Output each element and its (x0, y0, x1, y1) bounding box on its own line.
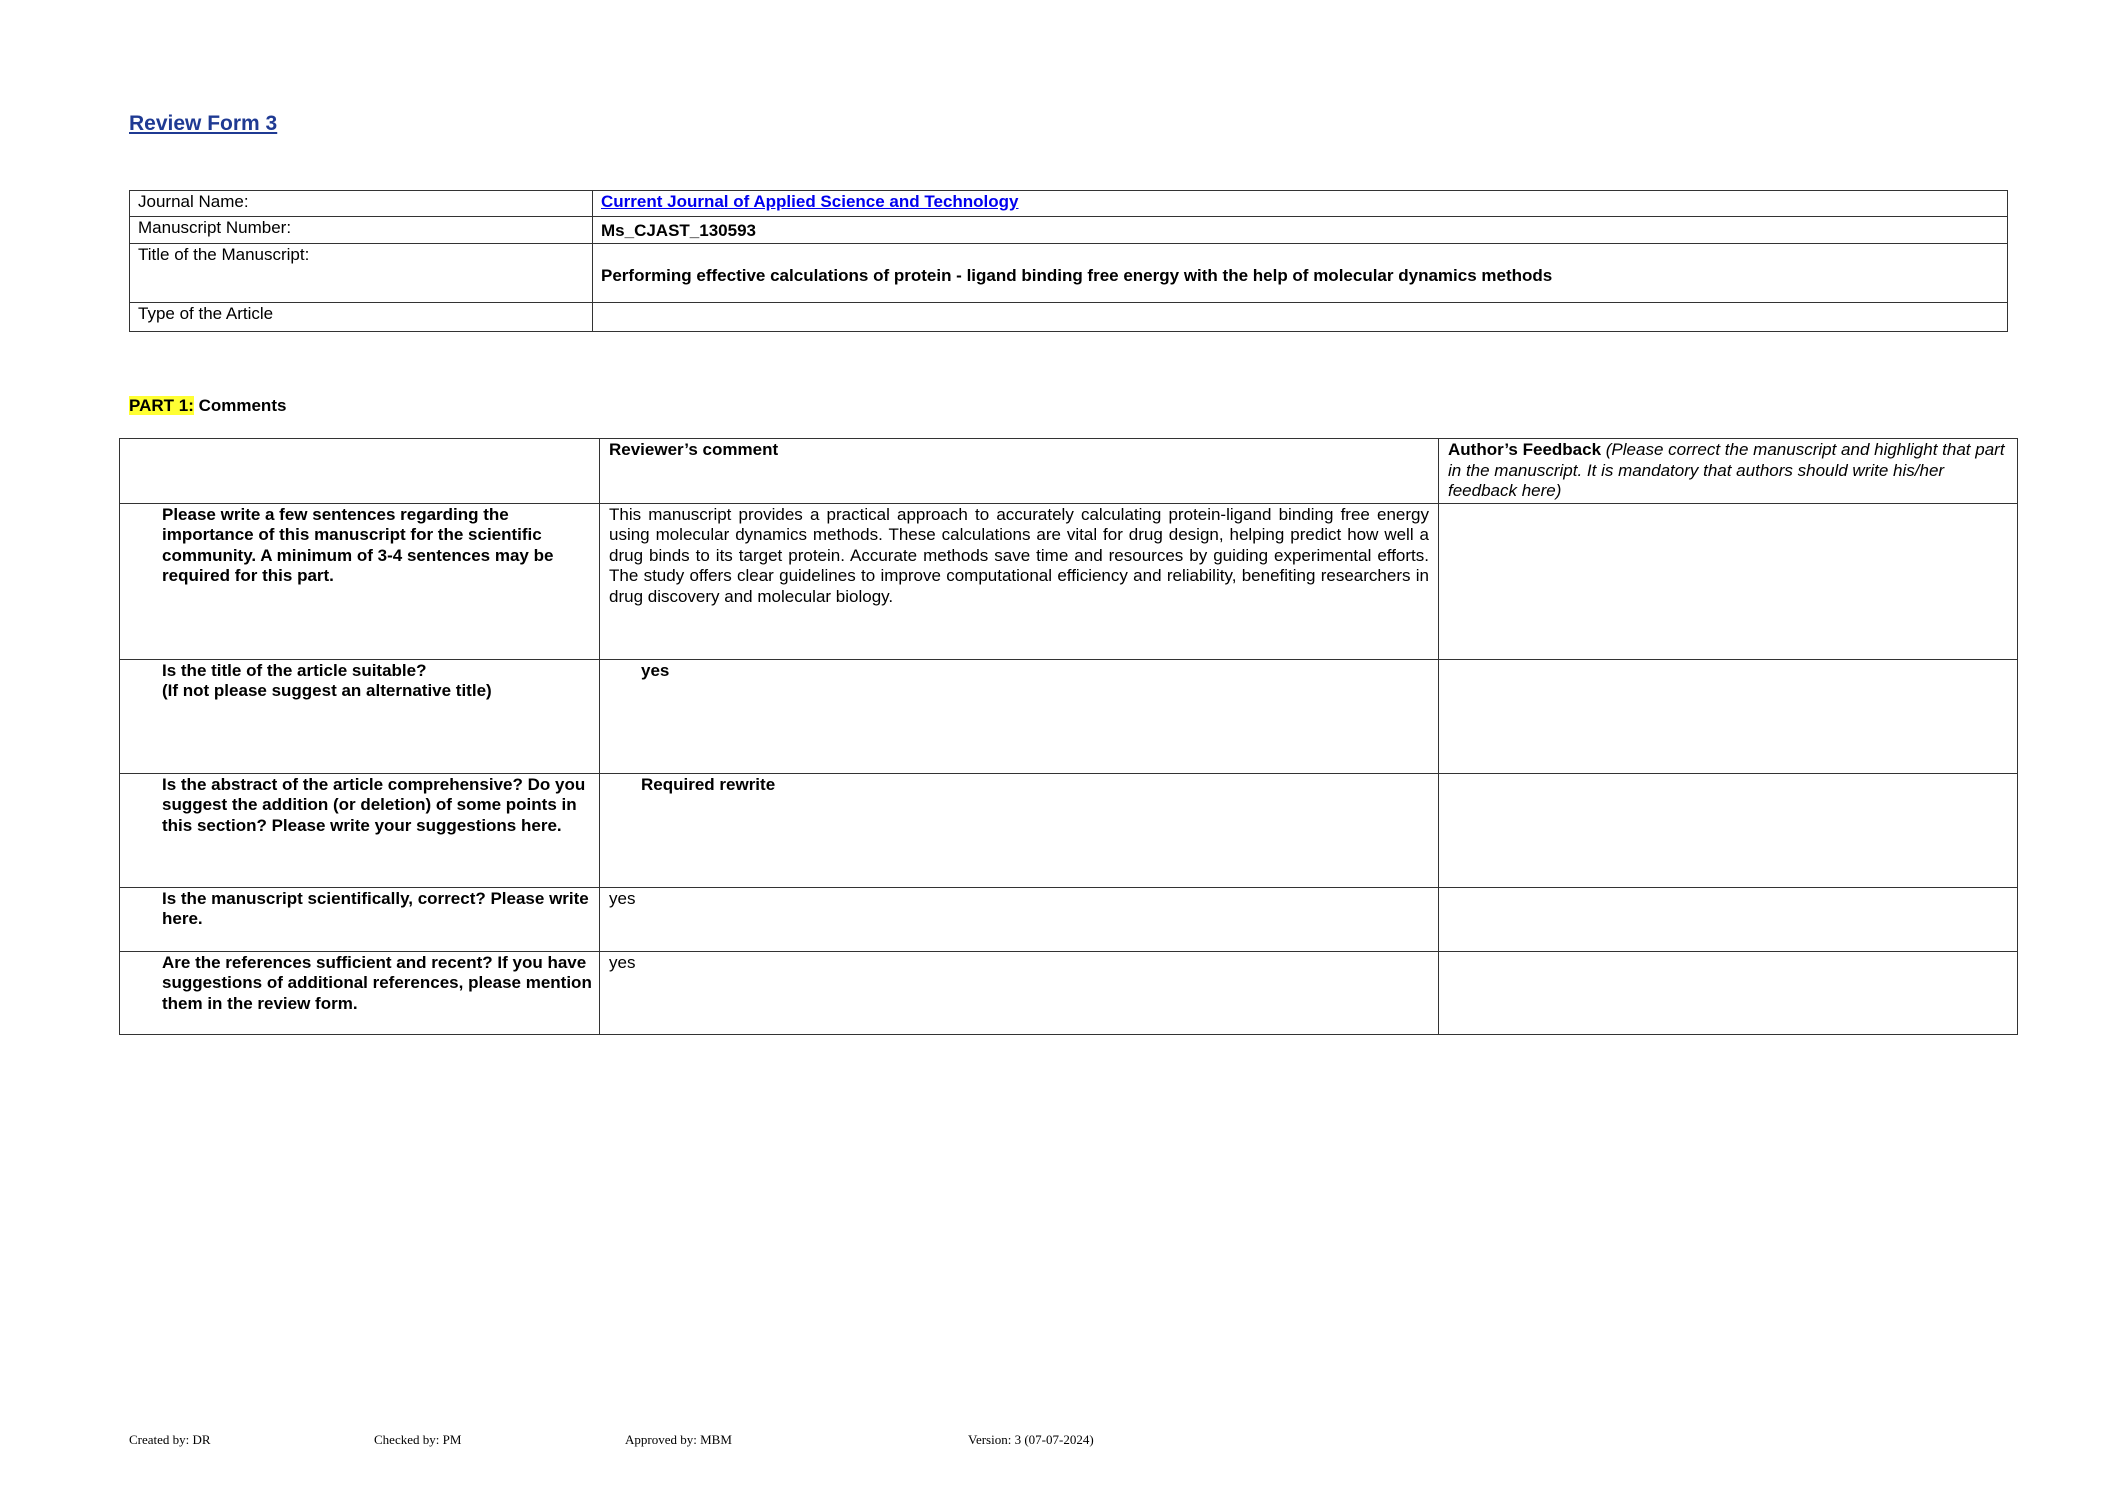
comments-table (119, 438, 2018, 1035)
reviewer-comment-references[interactable]: yes (600, 951, 1439, 1034)
author-feedback-title[interactable] (1439, 659, 2018, 773)
footer-checked-by: Checked by: PM (374, 1432, 462, 1447)
question-title (120, 659, 600, 773)
manuscript-title-label: Title of the Manuscript: (130, 244, 593, 303)
journal-name-label: Journal Name: (130, 191, 593, 217)
question-title-line1: Is the title of the article suitable? (162, 660, 427, 680)
manuscript-number-row (130, 217, 2008, 244)
reviewer-comment-abstract[interactable]: Required rewrite (600, 773, 1439, 887)
reviewer-comment-importance[interactable]: This manuscript provides a practical approach to accurately calculating protein-ligand binding free energy using molecular dynamics methods. These calculations are vital for drug design, helping predict how well a drug binds to its target protein. Accurate methods save time and resources by guiding experimental efforts. The study offers clear guidelines to improve computational efficiency and reliability, benefiting researchers in drug discovery and molecular biology. (600, 503, 1439, 659)
reviewer-comment-title[interactable]: yes (600, 659, 1439, 773)
footer-created-by: Created by: DR (129, 1432, 211, 1447)
form-title[interactable]: Review Form 3 (129, 112, 278, 135)
comment-row-abstract (120, 773, 2018, 887)
reviewer-comment-scientific[interactable]: yes (600, 887, 1439, 951)
question-importance: Please write a few sentences regarding the importance of this manuscript for the scientific community. A minimum of 3-4 sentences may be required for this part. (120, 503, 600, 659)
part1-heading (129, 396, 286, 416)
article-type-value (593, 303, 2008, 332)
reviewer-comment-header: Reviewer’s comment (600, 439, 1439, 504)
question-title-line2: (If not please suggest an alternative title) (162, 681, 492, 700)
comments-header-row (120, 439, 2018, 504)
journal-name-link[interactable]: Current Journal of Applied Science and Technology (601, 192, 1019, 211)
part1-title: Comments (193, 396, 287, 415)
question-scientific: Is the manuscript scientifically, correct? Please write here. (120, 887, 600, 951)
journal-name-cell (593, 191, 2008, 217)
comment-row-scientific (120, 887, 2018, 951)
manuscript-info-table (129, 190, 2008, 332)
question-references: Are the references sufficient and recent? If you have suggestions of additional references, please mention them in the review form. (120, 951, 600, 1034)
author-feedback-scientific[interactable] (1439, 887, 2018, 951)
article-type-row (130, 303, 2008, 332)
comment-row-references (120, 951, 2018, 1034)
manuscript-number-value: Ms_CJAST_130593 (593, 217, 2008, 244)
article-type-label: Type of the Article (130, 303, 593, 332)
author-feedback-header-bold: Author’s Feedback (1448, 440, 1602, 459)
part1-label: PART 1: (129, 396, 194, 415)
author-feedback-references[interactable] (1439, 951, 2018, 1034)
manuscript-number-label: Manuscript Number: (130, 217, 593, 244)
manuscript-title-value: Performing effective calculations of protein - ligand binding free energy with the help of molecular dynamics methods (593, 244, 2008, 303)
footer-version: Version: 3 (07-07-2024) (968, 1432, 1094, 1447)
comment-row-title (120, 659, 2018, 773)
author-feedback-header-instructions: (Please correct the manuscript and highlight that part in the manuscript. It is mandatory that authors should write his/her feedback here) (1448, 440, 2005, 500)
manuscript-title-row (130, 244, 2008, 303)
question-header-cell (120, 439, 600, 504)
author-feedback-importance[interactable] (1439, 503, 2018, 659)
footer-approved-by: Approved by: MBM (625, 1432, 732, 1447)
journal-name-row (130, 191, 2008, 217)
comment-row-importance (120, 503, 2018, 659)
author-feedback-header (1439, 439, 2018, 504)
author-feedback-abstract[interactable] (1439, 773, 2018, 887)
question-abstract: Is the abstract of the article comprehensive? Do you suggest the addition (or deletion) of some points in this section? Please write your suggestions here. (120, 773, 600, 887)
